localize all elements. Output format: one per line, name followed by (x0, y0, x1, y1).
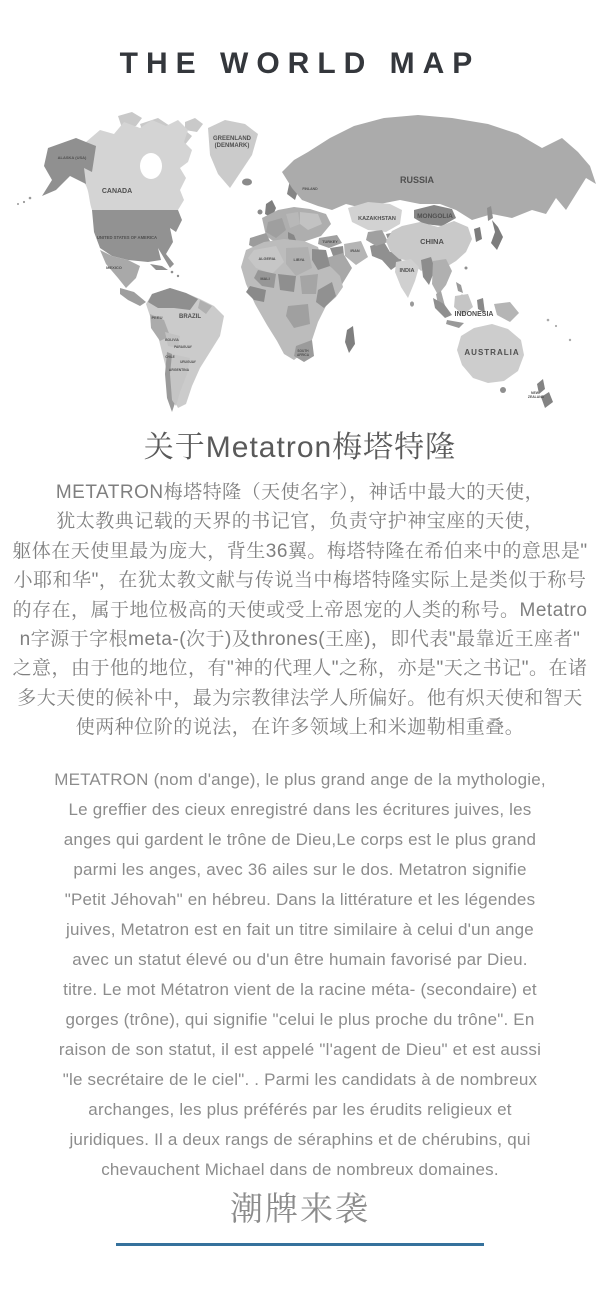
fr-line: titre. Le mot Métatron vient de la racine méta- (secondaire) et (63, 979, 537, 999)
africa-middle-east (241, 235, 402, 362)
map-label-new-zealand-1: NEW (531, 391, 539, 395)
map-label-mongolia: MONGOLIA (417, 213, 453, 220)
fr-line: juives, Metatron est en fait un titre similaire à celui d'un ange (66, 919, 534, 939)
cn-line: METATRON梅塔特隆（天使名字），神话中最大的天使， (55, 482, 545, 503)
cn-line: 小耶和华"，在犹太教文献与传说当中梅塔特隆实际上是类似于称号 (13, 570, 587, 592)
map-label-bolivia: BOLIVIA (165, 338, 179, 342)
map-label-paraguay: PARAGUAY (174, 345, 192, 349)
page-title: THE WORLD MAP (119, 47, 481, 80)
map-label-mexico: MEXICO (106, 265, 122, 270)
map-label-finland: FINLAND (302, 187, 318, 191)
map-label-algeria: ALGERIA (258, 257, 276, 261)
cn-line: 躯体在天使里最为庞大，背生36翼。梅塔特隆在希伯来中的意思是" (12, 540, 588, 562)
cn-line: 犹太教典记载的天界的书记官，负责守护神宝座的天使， (56, 511, 544, 533)
fr-line: anges qui gardent le trône de Dieu,Le corps est le plus grand (63, 829, 537, 849)
fr-line: METATRON (nom d'ange), le plus grand ange de la mythologie, (54, 769, 546, 789)
map-label-canada: CANADA (101, 188, 133, 195)
map-label-usa: UNITED STATES OF AMERICA (96, 235, 158, 240)
fr-line: raison de son statut, il est appelé "l'agent de Dieu" et est aussi (58, 1039, 542, 1059)
map-label-greenland: GREENLAND (212, 136, 252, 142)
cn-line: 的存在，属于地位极高的天使或受上帝恩宠的人类的称号。Metatro (12, 599, 588, 621)
cn-line: 多大天使的候补中，最为宗教律法学人所偏好。他有炽天使和智天 (17, 687, 583, 709)
fr-line: juridiques. Il a deux rangs de séraphins et de chérubins, qui (69, 1129, 531, 1149)
cn-line: 之意，由于他的地位，有"神的代理人"之称，亦是"天之书记"。在诸 (12, 658, 588, 680)
map-label-indonesia: INDONESIA (454, 311, 494, 318)
map-label-new-zealand-2: ZEALAND (527, 395, 545, 399)
map-label-turkey: TURKEY (322, 240, 338, 244)
map-label-brazil: BRAZIL (179, 314, 201, 320)
fr-line: parmi les anges, avec 36 ailes sur le dos. Metatron signifie (73, 859, 527, 879)
map-label-alaska: ALASKA (USA) (57, 155, 87, 160)
footer-heading: 潮牌来袭 (230, 1189, 370, 1227)
map-label-south-africa-1: SOUTH (297, 349, 309, 353)
world-map (0, 110, 600, 420)
fr-line: archanges, les plus préférés par les érudits religieux et (88, 1099, 512, 1119)
map-label-australia: AUSTRALIA (464, 348, 520, 357)
fr-line: chevauchent Michael dans de nombreux domaines. (101, 1159, 499, 1179)
about-cn-heading: 关于Metatron梅塔特隆 (143, 431, 457, 464)
map-label-china: CHINA (420, 237, 444, 246)
divider (116, 1243, 484, 1246)
about-fr-paragraph (0, 765, 600, 1185)
fr-line: "Petit Jéhovah" en hébreu. Dans la littérature et les légendes (64, 889, 536, 909)
map-label-argentina: ARGENTINA (168, 368, 190, 372)
about-cn-paragraph (0, 478, 600, 743)
map-label-russia: RUSSIA (399, 175, 435, 185)
map-label-mali: MALI (260, 277, 270, 281)
map-label-iran: IRAN (350, 249, 360, 253)
fr-line: gorges (trône), qui signifie "celui le plus proche du trône". En (65, 1009, 535, 1029)
south-america (146, 288, 224, 412)
cn-line: n字源于字根meta-(次于)及thrones(王座)，即代表"最靠近王座者" (19, 628, 581, 650)
map-label-south-africa-2: AFRICA (296, 353, 310, 357)
map-label-libya: LIBYA (293, 258, 305, 262)
map-label-india: INDIA (399, 268, 415, 274)
map-label-kazakhstan: KAZAKHSTAN (358, 216, 396, 222)
fr-line: Le greffier des cieux enregistré dans les écritures juives, les (68, 799, 532, 819)
cn-line: 使两种位阶的说法，在许多领域上和米迦勒相重叠。 (75, 717, 525, 739)
map-label-chile: CHILE (165, 355, 175, 359)
world-map-figure (0, 110, 600, 420)
fr-line: avec un statut élevé ou d'un être humain favorisé par Dieu. (72, 949, 528, 969)
map-label-greenland-2: (DENMARK) (214, 143, 250, 149)
map-label-peru: PERU (151, 315, 163, 320)
fr-line: "le secrétaire de le ciel". . Parmi les candidats à de nombreux (62, 1069, 538, 1089)
map-label-uruguay: URUGUAY (180, 360, 196, 364)
